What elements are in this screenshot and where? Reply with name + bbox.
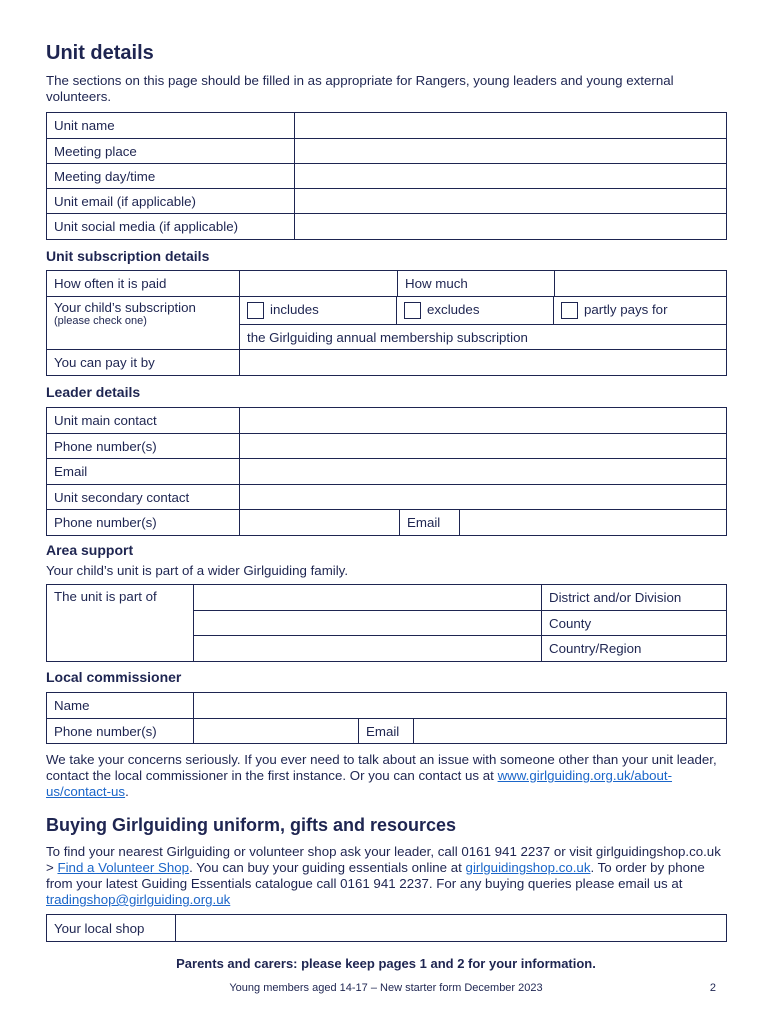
membership-text: the Girlguiding annual membership subscription (240, 325, 727, 350)
concerns-paragraph (46, 752, 726, 800)
footer-line: Young members aged 14-17 – New starter form December 2023 (229, 982, 543, 994)
find-shop-link[interactable]: Find a Volunteer Shop (57, 860, 190, 875)
how-much-label: How much (398, 271, 555, 297)
how-often-field[interactable] (240, 271, 398, 297)
commissioner-table (46, 692, 727, 744)
check-one-hint: (please check one) (54, 315, 147, 327)
part-of-label: The unit is part of (47, 585, 194, 662)
pay-by-field[interactable] (240, 350, 727, 376)
subscription-table (46, 270, 727, 376)
child-subscription-cell (47, 297, 240, 350)
uniform-paragraph (46, 844, 726, 908)
trading-email-link[interactable]: tradingshop@girlguiding.org.uk (46, 892, 231, 907)
unit-name-label: Unit name (47, 113, 295, 139)
table-row (47, 164, 727, 189)
meeting-time-field[interactable] (295, 164, 727, 189)
unit-name-field[interactable] (295, 113, 727, 139)
shop-link[interactable]: girlguidingshop.co.uk (465, 860, 591, 875)
concerns-text: We take your concerns seriously. If you ever need to talk about an issue with someone other than your unit leader, contact the local commissioner in the first instance. Or you can contact us at (46, 752, 717, 783)
name-label: Name (47, 693, 194, 719)
unit-details-heading: Unit details (46, 42, 154, 64)
uniform-heading: Buying Girlguiding uniform, gifts and resources (46, 815, 457, 835)
checkbox-includes[interactable] (247, 302, 264, 319)
table-row (47, 139, 727, 164)
contact-us-link[interactable]: www.girlguiding.org.uk/about-us/contact-us (46, 768, 673, 799)
leader-table (46, 407, 727, 536)
subscription-heading: Unit subscription details (46, 248, 210, 264)
pay-by-label: You can pay it by (47, 350, 240, 376)
leader-heading: Leader details (46, 384, 141, 400)
main-contact-label: Unit main contact (47, 408, 240, 434)
unit-social-field[interactable] (295, 214, 727, 240)
phone-label: Phone number(s) (47, 434, 240, 459)
commissioner-email-field[interactable] (414, 719, 727, 744)
option-excludes[interactable] (397, 297, 554, 325)
table-row (47, 297, 727, 325)
partly-label: partly pays for (584, 302, 668, 318)
email2-label: Email (400, 510, 460, 536)
unit-email-field[interactable] (295, 189, 727, 214)
area-table (46, 584, 727, 662)
table-row (47, 693, 727, 719)
commissioner-email-label: Email (359, 719, 414, 744)
table-row (47, 434, 727, 459)
table-row (47, 214, 727, 240)
name-field[interactable] (194, 693, 727, 719)
email2-field[interactable] (460, 510, 727, 536)
table-row (47, 271, 727, 297)
district-field[interactable] (194, 585, 542, 611)
district-label: District and/or Division (542, 585, 727, 611)
meeting-time-label: Meeting day/time (47, 164, 295, 189)
commissioner-phone-label: Phone number(s) (47, 719, 194, 744)
page-number: 2 (709, 982, 716, 994)
table-row (47, 485, 727, 510)
uniform-text-2: . You can buy your guiding essentials online at (189, 860, 462, 875)
main-contact-field[interactable] (240, 408, 727, 434)
table-row (47, 585, 727, 611)
phone2-field[interactable] (240, 510, 400, 536)
parents-note: Parents and carers: please keep pages 1 and 2 for your information. (176, 956, 596, 971)
how-often-label: How often it is paid (47, 271, 240, 297)
email-field[interactable] (240, 459, 727, 485)
includes-label: includes (270, 302, 319, 318)
meeting-place-field[interactable] (295, 139, 727, 164)
option-includes[interactable] (240, 297, 397, 325)
option-partly[interactable] (554, 297, 727, 325)
unit-details-table (46, 112, 727, 240)
excludes-label: excludes (427, 302, 480, 318)
phone2-label: Phone number(s) (47, 510, 240, 536)
local-shop-field[interactable] (176, 915, 727, 942)
commissioner-phone-field[interactable] (194, 719, 359, 744)
concerns-end: . (125, 784, 129, 799)
secondary-contact-label: Unit secondary contact (47, 485, 240, 510)
phone-field[interactable] (240, 434, 727, 459)
table-row (47, 719, 727, 744)
table-row (47, 113, 727, 139)
table-row (47, 510, 727, 536)
unit-email-label: Unit email (if applicable) (47, 189, 295, 214)
commissioner-heading: Local commissioner (46, 669, 182, 685)
area-heading: Area support (46, 542, 134, 558)
checkbox-partly[interactable] (561, 302, 578, 319)
child-subscription-label: Your child’s subscription (54, 300, 196, 315)
meeting-place-label: Meeting place (47, 139, 295, 164)
table-row (47, 915, 727, 942)
country-field[interactable] (194, 636, 542, 662)
country-label: Country/Region (542, 636, 727, 662)
area-subtitle: Your child’s unit is part of a wider Girlguiding family. (46, 563, 349, 578)
local-shop-label: Your local shop (47, 915, 176, 942)
table-row (47, 408, 727, 434)
email-label: Email (47, 459, 240, 485)
secondary-contact-field[interactable] (240, 485, 727, 510)
local-shop-table (46, 914, 727, 942)
checkbox-excludes[interactable] (404, 302, 421, 319)
county-field[interactable] (194, 611, 542, 636)
table-row (47, 459, 727, 485)
table-row (47, 350, 727, 376)
unit-details-intro: The sections on this page should be filled in as appropriate for Rangers, young leaders and young external volunteers. (46, 73, 674, 104)
unit-social-label: Unit social media (if applicable) (47, 214, 295, 240)
uniform-text-1: To find your nearest Girlguiding or volunteer shop ask your leader, call 0161 941 2237 or visit girlguidingshop.co.uk > (46, 844, 721, 875)
how-much-field[interactable] (555, 271, 727, 297)
table-row (47, 189, 727, 214)
uniform-text-3: . To order by phone from your latest Guiding Essentials catalogue call 0161 941 2237. For any buying queries please email us at (46, 860, 705, 891)
county-label: County (542, 611, 727, 636)
